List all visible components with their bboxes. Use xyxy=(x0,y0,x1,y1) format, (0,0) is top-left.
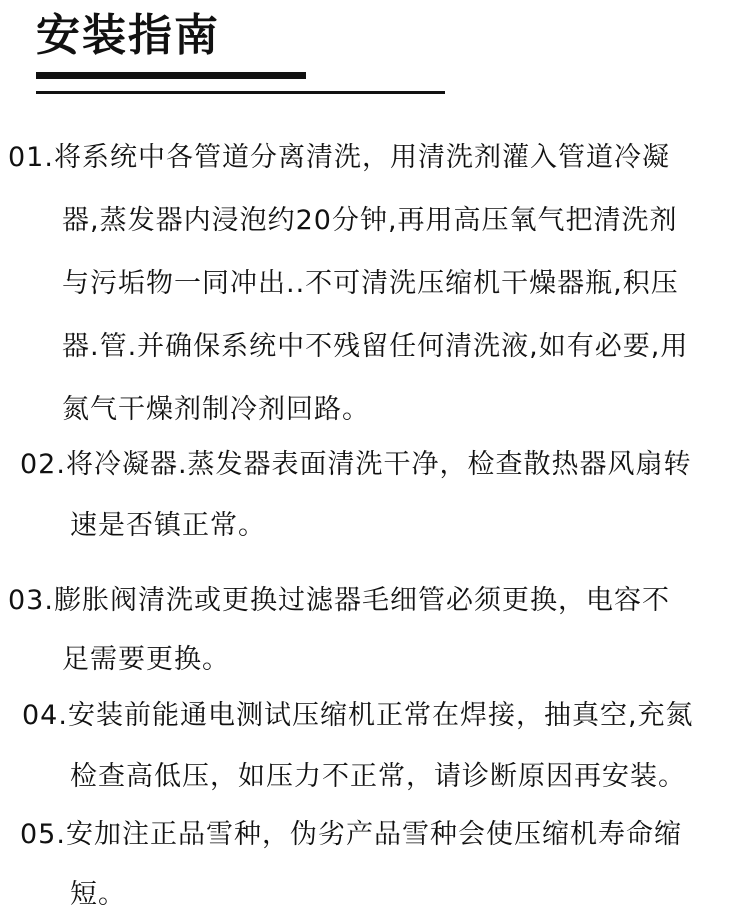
page-title: 安装指南 xyxy=(36,10,220,61)
step-04-line-2: 检查高低压，如压力不正常，请诊断原因再安装。 xyxy=(70,761,686,792)
step-05-line-1: 05.安加注正品雪种，伪劣产品雪种会使压缩机寿命缩 xyxy=(20,819,682,850)
step-02-line-1: 02.将冷凝器.蒸发器表面清洗干净，检查散热器风扇转 xyxy=(20,449,692,480)
step-01-line-4: 器.管.并确保系统中不残留任何清洗液,如有必要,用 xyxy=(62,331,689,362)
step-03-line-2: 足需要更换。 xyxy=(62,644,230,675)
step-03-line-1: 03.膨胀阀清洗或更换过滤器毛细管必须更换，电容不 xyxy=(8,585,670,616)
step-01-line-5: 氮气干燥剂制冷剂回路。 xyxy=(62,394,370,425)
step-01-line-2: 器,蒸发器内浸泡约20分钟,再用高压氧气把清洗剂 xyxy=(62,205,678,236)
step-04-line-1: 04.安装前能通电测试压缩机正常在焊接，抽真空,充氮 xyxy=(22,700,694,731)
step-02-line-2: 速是否镇正常。 xyxy=(70,510,266,541)
step-05-line-2: 短。 xyxy=(70,879,126,910)
title-underline-thick xyxy=(36,72,306,79)
step-01-line-1: 01.将系统中各管道分离清洗，用清洗剂灌入管道冷凝 xyxy=(8,142,670,173)
step-01-line-3: 与污垢物一同冲出..不可清洗压缩机干燥器瓶,积压 xyxy=(62,268,679,299)
title-underline-thin xyxy=(36,91,445,94)
